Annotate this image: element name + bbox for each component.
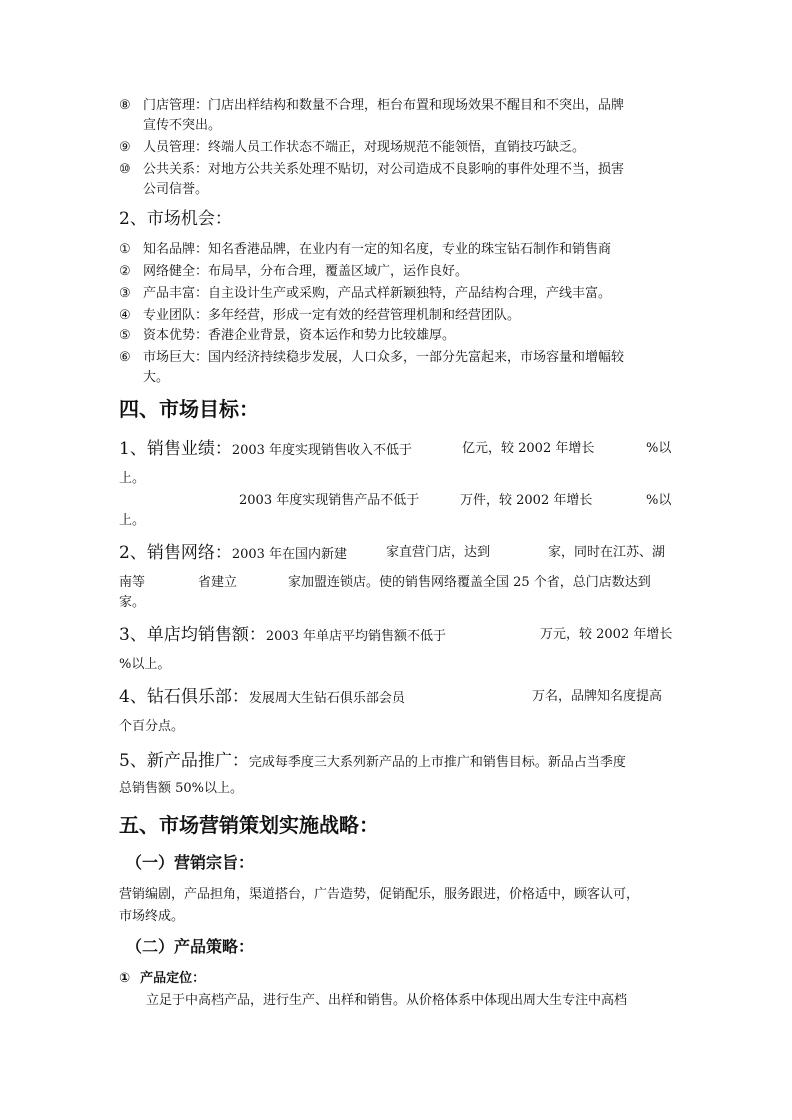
target-2-text-a: 2003 年在国内新建 [231,547,348,562]
target-2-line1 [119,542,347,566]
target-2-text-d: 南等 [119,575,146,590]
target-3-label: 3、单店均销售额： [119,625,266,645]
list-text: 产品丰富：自主设计生产或采购，产品式样新颖独特，产品结构合理，产线丰富。 [143,286,612,301]
target-1-text-g: %以 [646,493,672,508]
list-number: ⑧ [119,98,131,113]
list-text: 专业团队：多年经营，形成一定有效的经营管理机制和经营团队。 [143,308,521,323]
list-number: ④ [119,308,131,323]
target-2-text-g: 家。 [119,595,146,610]
target-2-text-e: 省建立 [198,575,238,590]
target-2-text-c: 家，同时在江苏、湖 [548,545,666,560]
list-number: ⑥ [119,350,131,365]
list-number: ① [119,242,131,257]
target-1-label: 1、销售业绩： [119,439,232,459]
target-3-text-a: 2003 年单店平均销售额不低于 [265,629,447,644]
target-4-text-c: 个百分点。 [119,719,185,734]
target-1-text-a: 2003 年度实现销售收入不低于 [231,443,413,458]
marketing-purpose-line2: 市场终成。 [119,909,185,924]
target-1-text-c: %以 [646,441,672,456]
target-1-text-b: 亿元，较 2002 年增长 [462,441,595,456]
list-number: ⑤ [119,328,131,343]
list-text-cont: 宣传不突出。 [143,118,222,133]
target-1-text-h: 上。 [119,513,146,528]
target-1-text-f: 万件，较 2002 年增长 [460,493,593,508]
target-5-text-b: 总销售额 50%以上。 [119,781,244,796]
list-number: ② [119,264,131,279]
marketing-purpose-line1: 营销编剧，产品担角，渠道搭台，广告造势，促销配乐，服务跟进，价格适中，顾客认可， [119,887,640,902]
target-1-text-e: 2003 年度实现销售产品不低于 [239,493,420,508]
product-positioning-title: 产品定位： [140,971,206,986]
list-text-cont: 公司信誉。 [143,182,209,197]
marketing-purpose-heading: （一）营销宗旨： [126,853,255,872]
list-number: ⑨ [119,140,131,155]
target-4-text-b: 万名，品牌知名度提高 [532,689,663,704]
list-number: ① [119,971,131,986]
list-text: 门店管理：门店出样结构和数量不合理，柜台布置和现场效果不醒目和不突出，品牌 [143,98,625,113]
target-2-text-b: 家直营门店，达到 [386,545,491,560]
product-strategy-heading: （二）产品策略： [126,937,255,956]
target-3-text-b: 万元，较 2002 年增长 [540,627,673,642]
target-4-line1 [119,686,405,710]
list-text: 公共关系：对地方公共关系处理不贴切，对公司造成不良影响的事件处理不当，损害 [143,162,625,177]
opportunity-heading: 2、市场机会： [119,209,232,229]
product-positioning-text: 立足于中高档产品，进行生产、出样和销售。从价格体系中体现出周大生专注中高档 [146,993,628,1008]
list-text: 人员管理：终端人员工作状态不端正，对现场规范不能领悟，直销技巧缺乏。 [143,140,586,155]
target-5-text-a: 完成每季度三大系列新产品的上市推广和销售目标。新品占当季度 [248,755,626,770]
target-5-label: 5、新产品推广： [119,751,249,771]
section-4-heading: 四、市场目标： [119,397,259,421]
product-positioning-title-row [119,968,205,990]
section-5-heading: 五、市场营销策划实施战略： [119,813,379,837]
target-3-text-c: %以上。 [119,657,171,672]
list-number: ③ [119,286,131,301]
list-text: 市场巨大：国内经济持续稳步发展，人口众多，一部分先富起来，市场容量和增幅较 [143,350,625,365]
target-2-text-f: 家加盟连锁店。使的销售网络覆盖全国 25 个省，总门店数达到 [288,575,651,590]
target-4-text-a: 发展周大生钻石俱乐部会员 [248,691,405,706]
target-4-label: 4、钻石俱乐部： [119,687,249,707]
target-5-line1 [119,750,626,774]
list-text: 资本优势：香港企业背景，资本运作和势力比较雄厚。 [143,328,456,343]
list-text: 知名品牌：知名香港品牌，在业内有一定的知名度，专业的珠宝钻石制作和销售商 [143,242,612,257]
list-text: 网络健全：布局早，分布合理，覆盖区域广，运作良好。 [143,264,469,279]
target-2-label: 2、销售网络： [119,543,232,563]
list-number: ⑩ [119,162,131,177]
target-1-line1 [119,438,412,462]
target-1-text-d: 上。 [119,471,146,486]
target-3-line1 [119,624,446,648]
list-text-cont: 大。 [143,370,170,385]
